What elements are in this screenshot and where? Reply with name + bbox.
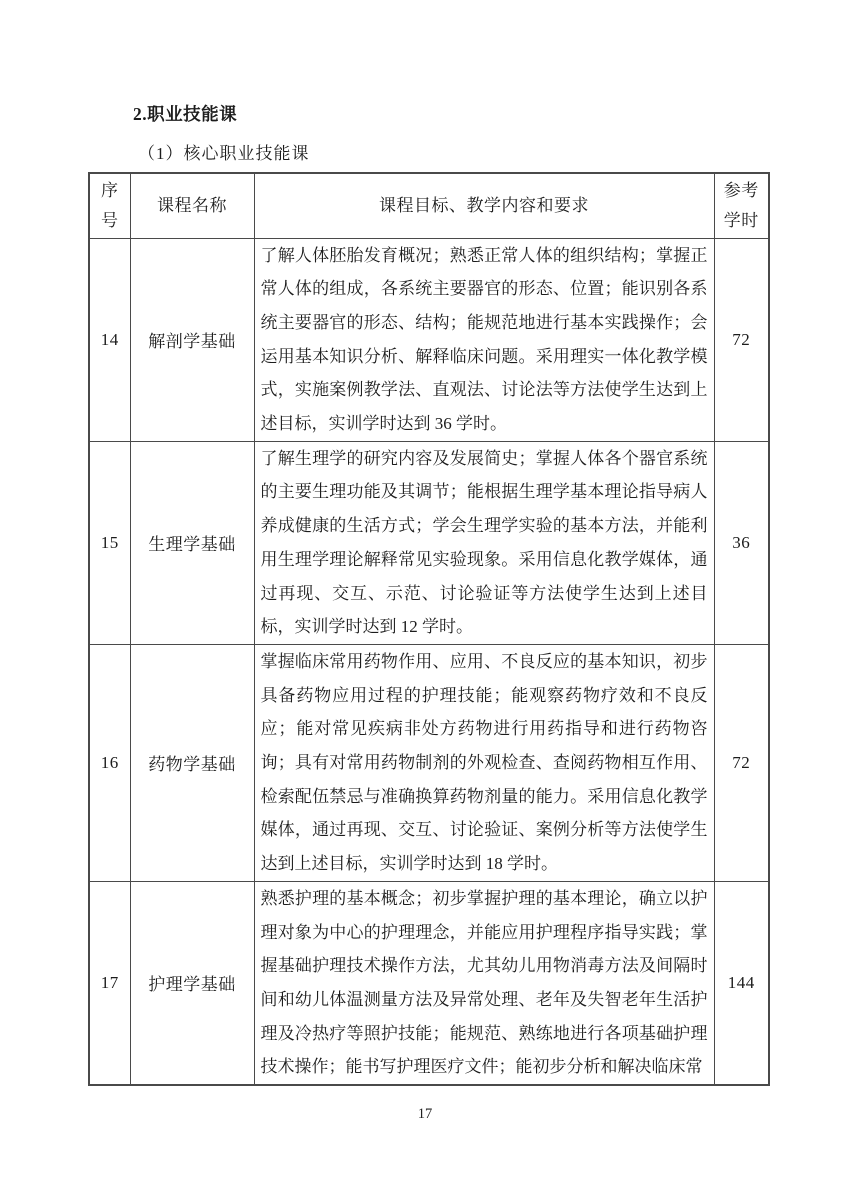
cell-course-name: 药物学基础 xyxy=(130,644,254,881)
table-row xyxy=(89,441,769,644)
cell-ref-hours: 36 xyxy=(714,441,769,644)
cell-ref-hours: 144 xyxy=(714,881,769,1085)
header-seq-no: 序号 xyxy=(89,173,130,238)
header-ref-hours: 参考学时 xyxy=(714,173,769,238)
cell-seq-no: 14 xyxy=(89,238,130,441)
cell-course-name: 生理学基础 xyxy=(130,441,254,644)
header-objectives: 课程目标、教学内容和要求 xyxy=(254,173,714,238)
page-number: 17 xyxy=(417,1106,433,1122)
cell-ref-hours: 72 xyxy=(714,238,769,441)
section-title: 2.职业技能课 xyxy=(133,104,238,124)
table-row xyxy=(89,881,769,1085)
table-row xyxy=(89,644,769,881)
header-course-name: 课程名称 xyxy=(130,173,254,238)
cell-course-name: 护理学基础 xyxy=(130,881,254,1085)
table-row xyxy=(89,238,769,441)
cell-objectives: 了解生理学的研究内容及发展简史；掌握人体各个器官系统的主要生理功能及其调节；能根据生理学基本理论指导病人养成健康的生活方式；学会生理学实验的基本方法，并能利用生理学理论解释常见实验现象。采用信息化教学媒体，通过再现、交互、示范、讨论验证等方法使学生达到上述目标，实训学时达到 12 学时。 xyxy=(254,441,714,644)
subsection-title: （1）核心职业技能课 xyxy=(138,144,310,163)
cell-seq-no: 15 xyxy=(89,441,130,644)
cell-objectives: 了解人体胚胎发育概况；熟悉正常人体的组织结构；掌握正常人体的组成，各系统主要器官的形态、位置；能识别各系统主要器官的形态、结构；能规范地进行基本实践操作；会运用基本知识分析、解释临床问题。采用理实一体化教学模式，实施案例教学法、直观法、讨论法等方法使学生达到上述目标，实训学时达到 36 学时。 xyxy=(254,238,714,441)
cell-objectives: 掌握临床常用药物作用、应用、不良反应的基本知识，初步具备药物应用过程的护理技能；能观察药物疗效和不良反应；能对常见疾病非处方药物进行用药指导和进行药物咨询；具有对常用药物制剂的外观检查、查阅药物相互作用、检索配伍禁忌与准确换算药物剂量的能力。采用信息化教学媒体，通过再现、交互、讨论验证、案例分析等方法使学生达到上述目标，实训学时达到 18 学时。 xyxy=(254,644,714,881)
cell-course-name: 解剖学基础 xyxy=(130,238,254,441)
table-header-row xyxy=(89,173,769,238)
cell-ref-hours: 72 xyxy=(714,644,769,881)
cell-objectives: 熟悉护理的基本概念；初步掌握护理的基本理论，确立以护理对象为中心的护理理念，并能应用护理程序指导实践；掌握基础护理技术操作方法，尤其幼儿用物消毒方法及间隔时间和幼儿体温测量方法及异常处理、老年及失智老年生活护理及冷热疗等照护技能；能规范、熟练地进行各项基础护理技术操作；能书写护理医疗文件；能初步分析和解决临床常 xyxy=(254,881,714,1085)
courses-table xyxy=(88,172,770,1086)
cell-seq-no: 17 xyxy=(89,881,130,1085)
cell-seq-no: 16 xyxy=(89,644,130,881)
